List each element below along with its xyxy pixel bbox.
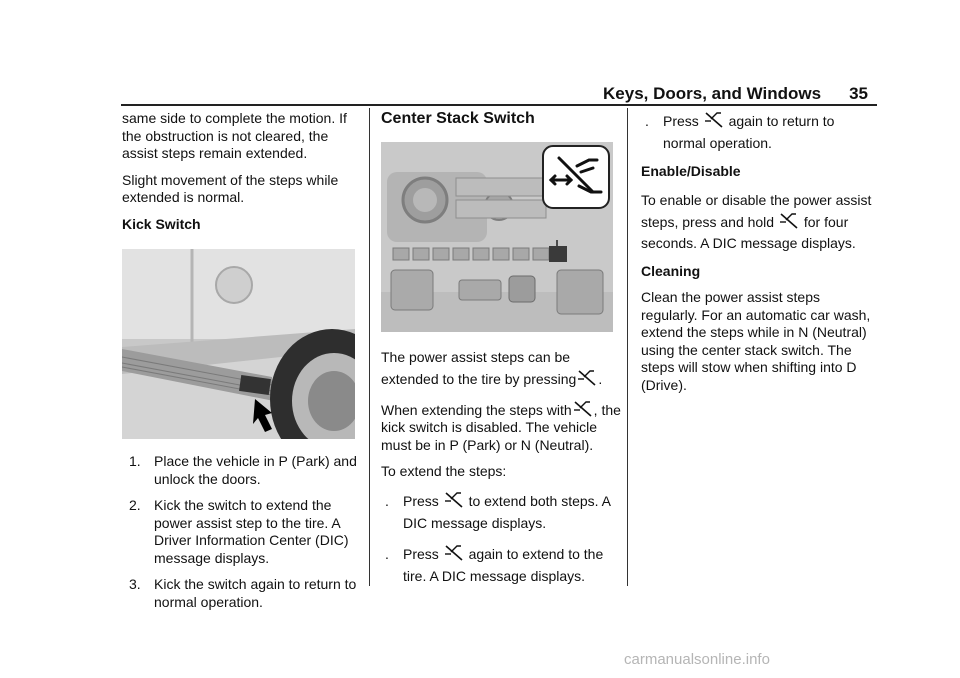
return-list: [641, 110, 877, 154]
text: .: [598, 370, 603, 387]
kick-switch-illustration: [122, 249, 355, 439]
column-divider-2: [627, 108, 628, 586]
text: again to return to normal operation.: [663, 113, 835, 151]
bullet: .: [645, 113, 649, 129]
column-divider-1: [369, 108, 370, 586]
list-item: [381, 490, 621, 534]
column-2: [381, 110, 621, 596]
power-step-icon: [572, 399, 594, 419]
list-item: [641, 110, 877, 154]
text: again to extend to the tire. A DIC message displays.: [403, 545, 604, 584]
extend-steps-list: [381, 490, 621, 587]
power-step-icon: [703, 110, 725, 130]
step-text: Place the vehicle in P (Park) and unlock the doors.: [154, 453, 357, 487]
list-item: [122, 453, 362, 488]
paragraph: To extend the steps:: [381, 463, 507, 479]
paragraph: [641, 190, 877, 254]
page-header: [603, 84, 868, 104]
paragraph: Clean the power assist steps regularly. For an automatic car wash, extend the steps while in N (Neutral) using the center stack switch. The steps will stow when shifting into D (Drive).: [641, 289, 871, 393]
step-number: 1.: [129, 453, 141, 469]
subheading-kick-switch: Kick Switch: [122, 215, 201, 232]
text: for four seconds. A DIC message displays.: [641, 213, 856, 251]
paragraph: [381, 399, 621, 455]
heading-center-stack-switch: Center Stack Switch: [381, 110, 535, 127]
subheading-enable-disable: Enable/Disable: [641, 163, 741, 179]
power-step-icon: [443, 490, 465, 510]
column-3: [641, 110, 877, 403]
subheading-cleaning: Cleaning: [641, 262, 701, 279]
step-text: Kick the switch to extend the power assist step to the tire. A Driver Information Center (DIC) message displays.: [154, 497, 349, 566]
list-item: [122, 497, 362, 567]
header-rule: [121, 104, 877, 106]
paragraph: Slight movement of the steps while extended is normal.: [122, 171, 339, 205]
power-step-icon: [443, 543, 465, 563]
section-title: Keys, Doors, and Windows: [603, 84, 822, 103]
paragraph: same side to complete the motion. If the obstruction is not cleared, the assist steps remain extended.: [122, 110, 347, 161]
bullet: .: [385, 545, 389, 562]
text: When extending the steps with: [381, 401, 572, 418]
list-item: [122, 576, 362, 611]
text: To enable or disable the power assist steps, press and hold: [641, 191, 872, 230]
text: Press: [403, 545, 439, 562]
power-step-icon: [778, 211, 800, 231]
step-number: 3.: [129, 576, 141, 592]
paragraph: [381, 346, 621, 390]
text: Press: [403, 492, 439, 509]
kick-steps-list: [122, 453, 362, 611]
text: to extend both steps. A DIC message displays.: [403, 492, 611, 531]
column-1: [122, 110, 362, 620]
page-number: 35: [849, 84, 868, 103]
bullet: .: [385, 492, 389, 509]
text: Press: [663, 113, 699, 129]
step-number: 2.: [129, 497, 141, 513]
watermark: carmanualsonline.info: [624, 651, 770, 668]
text: , the kick switch is disabled. The vehicle must be in P (Park) or N (Neutral).: [381, 401, 621, 453]
power-step-icon: [576, 368, 598, 388]
list-item: [381, 543, 621, 587]
step-text: Kick the switch again to return to normal operation.: [154, 576, 357, 610]
text: The power assist steps can be extended to the tire by pressing: [381, 348, 577, 387]
center-stack-illustration: [381, 142, 613, 332]
